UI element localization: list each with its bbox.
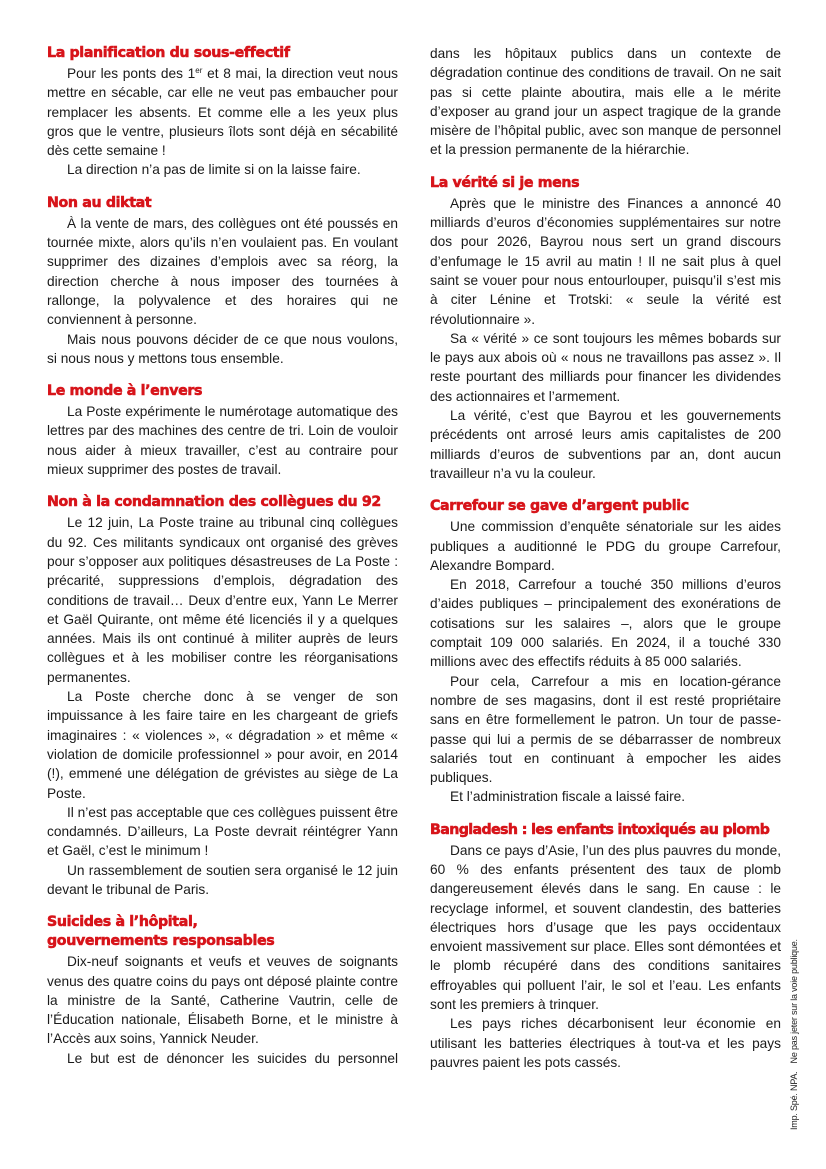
article-suicides-hopital	[47, 913, 398, 1068]
article-paragraph: La Poste cherche donc à se venger de son impuissance à les faire taire en les chargeant de griefs imaginaires : « violences », « dégradation » et même « violation de domicile professionnel » pour avoir, en 2014 (!), emmené une délégation de grévistes au siège de La Poste.	[47, 689, 398, 801]
text-span: et 8 mai, la direction veut nous mettre en sécable, car elle ne veut pas embaucher pour remplacer les absents. Et comme elle a les yeux plus gros que le ventre, plusieurs îlots sont déjà en sécabilité dès cette semaine !	[47, 66, 398, 159]
newsletter-page	[47, 44, 781, 1086]
article-headline: Le monde à l’envers	[47, 383, 203, 400]
article-paragraph: Mais nous pouvons décider de ce que nous voulons, si nous nous y mettons tous ensemble.	[47, 331, 398, 366]
article-headline: Carrefour se gave d’argent public	[430, 498, 689, 515]
article-headline: Bangladesh : les enfants intoxiqués au plomb	[430, 821, 770, 838]
article-paragraph: La vérité, c’est que Bayrou et les gouvernements précédents ont arrosé leurs amis capitalistes de 200 milliards d’euros de subventions par an, dont aucun travailleur n’a vu la couleur.	[430, 408, 781, 481]
article-diktat	[47, 194, 398, 368]
superscript: er	[195, 66, 203, 75]
headline-line: Suicides à l’hôpital,	[47, 914, 198, 931]
text-span: Pour les ponts des 1	[67, 66, 196, 81]
article-paragraph: La direction n’a pas de limite si on la laisse faire.	[67, 162, 361, 178]
article-monde-envers	[47, 382, 398, 479]
article-carrefour	[430, 497, 781, 806]
article-headline: Non à la condamnation des collègues du 92	[47, 494, 381, 511]
litter-notice: Ne pas jeter sur la voie publique.	[789, 939, 799, 1064]
article-paragraph: La Poste expérimente le numérotage automatique des lettres par des machines des centre de tri. Loin de vouloir nous aider à mieux travailler, c’est au contraire pour mieux supprimer des postes de travail.	[47, 404, 398, 478]
article-paragraph	[47, 64, 398, 160]
article-paragraph: Les pays riches décarbonisent leur économie en utilisant les batteries électriques à tout-va et les pays pauvres paient les pots cassés.	[430, 1016, 781, 1070]
article-bangladesh	[430, 821, 781, 1073]
article-paragraph: Le 12 juin, La Poste traine au tribunal cinq collègues du 92. Ces militants syndicaux ont organisé des grèves pour s’opposer aux politiques désastreuses de La Poste : précarité, suppressions d’emplois, dégradation des conditions de travail… Deux d’entre eux, Yann Le Merrer et Gaël Quirante, ont même été licenciés il y a quelques années. Mais ils ont continué à militer auprès de leurs collègues et à les mobiliser contre les réorganisations permanentes.	[47, 515, 398, 685]
article-paragraph: Et l’administration fiscale a laissé faire.	[450, 789, 686, 805]
left-column	[47, 44, 398, 1086]
headline-line: gouvernements responsables	[47, 933, 275, 950]
article-suicides-continued	[430, 44, 781, 160]
article-paragraph: Dix-neuf soignants et veufs et veuves de soignants venus des quatre coins du pays ont déposé plainte contre la ministre de la Santé, Catherine Vautrin, celle de l’Éducation nationale, Élisabeth Borne, et le ministre à l’Accès aux soins, Yannick Neuder.	[47, 954, 398, 1047]
article-paragraph: dans les hôpitaux publics dans un contexte de dégradation continue des conditions de travail. On ne sait pas si cette plainte aboutira, mais elle a le mérite d’exposer au grand jour un aspect tragique de la grande misère de l’hôpital public, avec son manque de personnel et la pression permanente de la hiérarchie.	[430, 46, 781, 158]
article-paragraph: Après que le ministre des Finances a annoncé 40 milliards d’euros d’économies supplémentaires sur notre dos pour 2026, Bayrou nous sert un grand discours d’enfumage le 15 avril au matin ! Il ne sait plus à quel saint se vouer pour nous entourlouper, puisqu’il s’est mis à citer Lénine et Trotski: « seule la vérité est révolutionnaire ».	[430, 195, 781, 327]
article-paragraph: Il n’est pas acceptable que ces collègues puissent être condamnés. D’ailleurs, La Poste devrait réintégrer Yann et Gaël, c’est le minimum !	[47, 804, 398, 859]
article-headline: Non au diktat	[47, 194, 152, 211]
article-paragraph: À la vente de mars, des collègues ont été poussés en tournée mixte, alors qu’ils n’en voulaient pas. En voulant supprimer des dizaines d’emplois avec sa réorg, la direction cherche à nous imposer des tournées à rallonge, la polyvalence et des horaires qui ne conviennent à personne.	[47, 215, 398, 328]
article-verite	[430, 174, 781, 483]
article-paragraph: Un rassemblement de soutien sera organisé le 12 juin devant le tribunal de Paris.	[47, 862, 398, 897]
article-headline: La planification du sous-effectif	[47, 45, 290, 61]
article-headline	[47, 913, 398, 951]
article-paragraph: Dans ce pays d’Asie, l’un des plus pauvres du monde, 60 % des enfants présentent des taux de plomb dangereusement élevés dans le sang. En cause : le recyclage informel, et souvent clandestin, des batteries électriques hors d’usage que les pays occidentaux envoient massivement sur place. Elles sont démontées et le plomb récupéré dans des conditions sanitaires effroyables qui polluent l’air, le sol et l’eau. Les enfants sont les premiers à trinquer.	[430, 842, 781, 1013]
article-paragraph: Sa « vérité » ce sont toujours les mêmes bobards sur le pays aux abois où « nous ne travaillons pas assez ». Il reste pourtant des milliards pour financer les dividendes des actionnaires et l’armement.	[430, 330, 781, 404]
printer-credit: Imp. Spé. NPA.	[789, 1071, 799, 1130]
article-paragraph: Le but est de dénoncer les suicides du personnel	[67, 1050, 398, 1066]
article-paragraph: Pour cela, Carrefour a mis en location-gérance nombre de ses magasins, dont il est resté propriétaire sans en être formellement le patron. Un tour de passe-passe qui lui a permis de se débarrasser de nombreux salariés tout en continuant à empocher les aides publiques.	[430, 673, 781, 786]
article-headline: La vérité si je mens	[430, 174, 580, 191]
article-planification	[47, 44, 398, 180]
article-paragraph: Une commission d’enquête sénatoriale sur les aides publiques a auditionné le PDG du groupe Carrefour, Alexandre Bompard.	[430, 519, 781, 573]
right-column	[430, 44, 781, 1086]
imprint-notice	[789, 939, 799, 1130]
article-paragraph: En 2018, Carrefour a touché 350 millions d’euros d’aides publiques – principalement des exonérations de cotisations sur les salaires –, alors que le groupe comptait 109 000 salariés. En 2024, il a touché 330 millions avec des effectifs réduits à 85 000 salariés.	[430, 577, 781, 670]
article-condamnation-92	[47, 493, 398, 899]
